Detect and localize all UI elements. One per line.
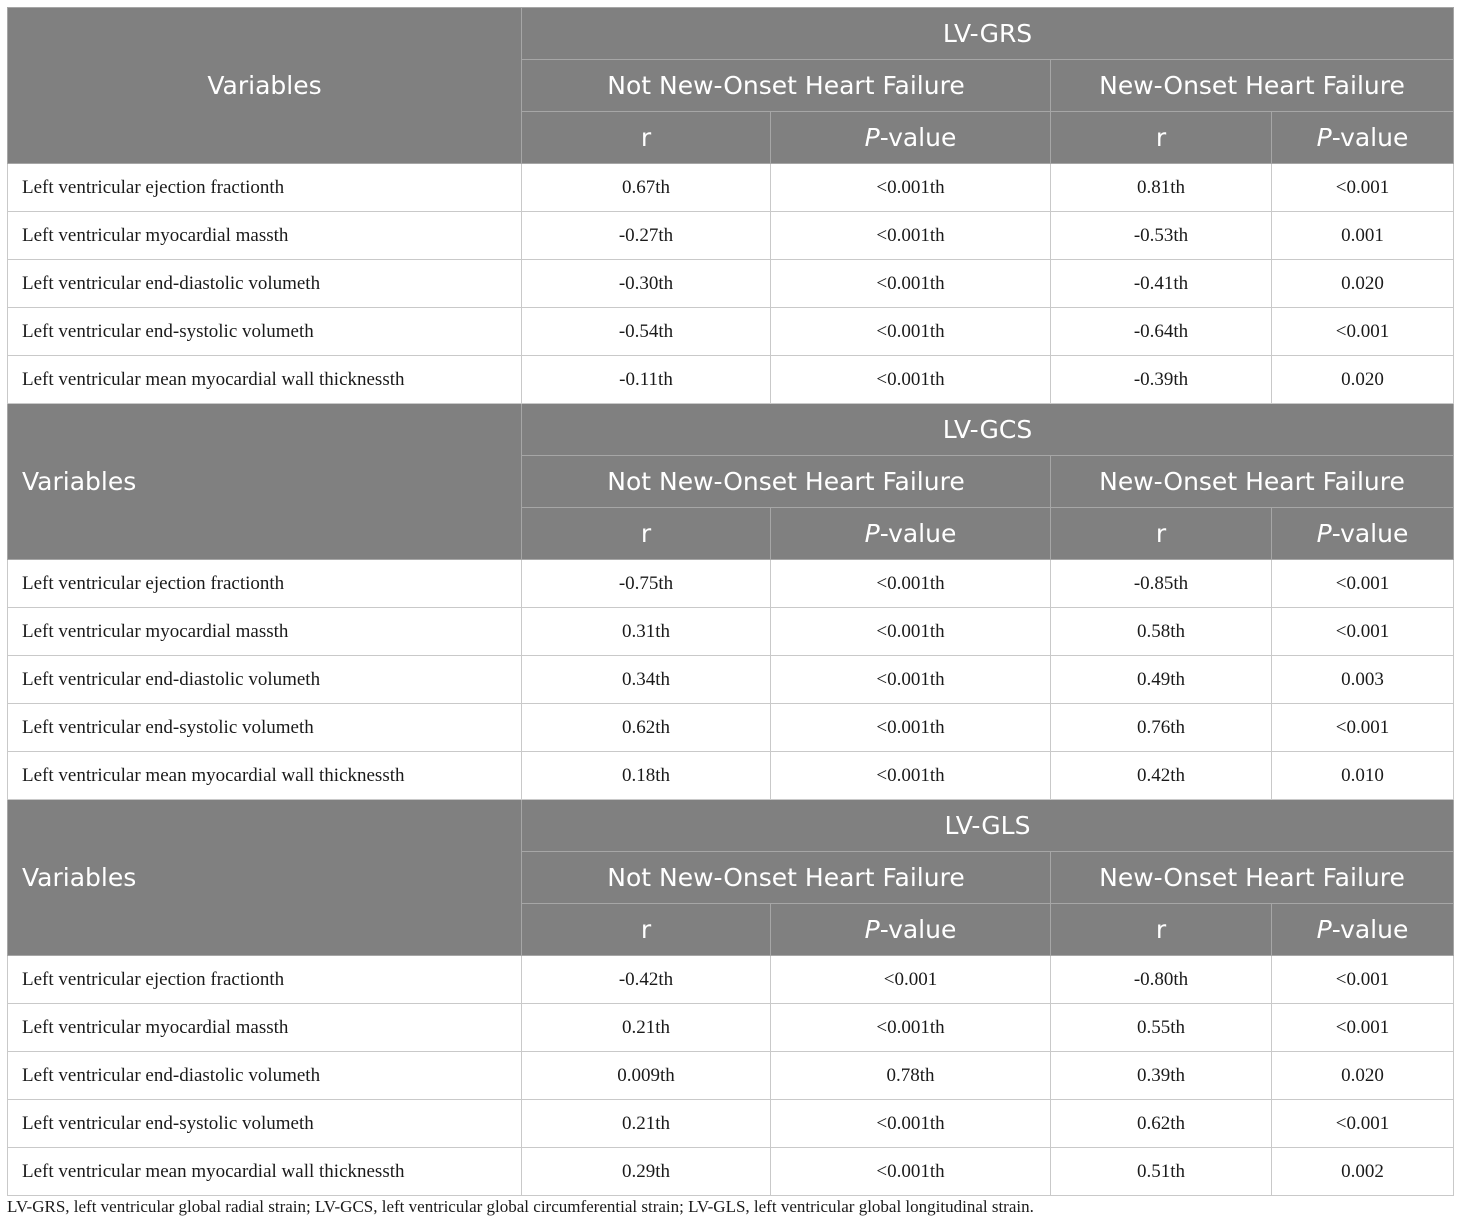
col-r: r xyxy=(522,904,771,956)
cell-r-a: -0.54th xyxy=(522,308,771,356)
variables-header: Variables xyxy=(8,800,522,956)
row-label: Left ventricular myocardial massth xyxy=(8,212,522,260)
table-row xyxy=(8,1004,1454,1052)
cell-p-b: 0.002 xyxy=(1272,1148,1454,1196)
row-label: Left ventricular end-diastolic volumeth xyxy=(8,260,522,308)
col-p-value: P-value xyxy=(1272,508,1454,560)
cell-r-a: 0.67th xyxy=(522,164,771,212)
cell-p-a: <0.001th xyxy=(771,560,1051,608)
cell-r-a: 0.31th xyxy=(522,608,771,656)
cell-r-a: 0.29th xyxy=(522,1148,771,1196)
cell-p-b: <0.001 xyxy=(1272,1004,1454,1052)
cell-p-b: <0.001 xyxy=(1272,560,1454,608)
col-r: r xyxy=(1051,112,1272,164)
section-lv-grs xyxy=(8,8,1454,404)
variables-header: Variables xyxy=(8,404,522,560)
cell-p-a: <0.001th xyxy=(771,1148,1051,1196)
col-p-value: P-value xyxy=(1272,112,1454,164)
cell-r-a: -0.75th xyxy=(522,560,771,608)
cell-r-b: 0.58th xyxy=(1051,608,1272,656)
cell-r-a: 0.34th xyxy=(522,656,771,704)
cell-r-b: 0.55th xyxy=(1051,1004,1272,1052)
cell-r-a: -0.30th xyxy=(522,260,771,308)
cell-p-a: <0.001th xyxy=(771,164,1051,212)
col-group-new-onset: New-Onset Heart Failure xyxy=(1051,60,1454,112)
cell-p-a: <0.001th xyxy=(771,656,1051,704)
cell-r-b: -0.41th xyxy=(1051,260,1272,308)
table-row xyxy=(8,752,1454,800)
cell-p-a: <0.001th xyxy=(771,212,1051,260)
col-r: r xyxy=(522,508,771,560)
section-lv-gls xyxy=(8,800,1454,1196)
row-label: Left ventricular end-diastolic volumeth xyxy=(8,656,522,704)
table-row xyxy=(8,1148,1454,1196)
cell-p-b: 0.020 xyxy=(1272,356,1454,404)
col-group-not-new-onset: Not New-Onset Heart Failure xyxy=(522,456,1051,508)
cell-p-a: <0.001th xyxy=(771,1004,1051,1052)
row-label: Left ventricular myocardial massth xyxy=(8,608,522,656)
cell-r-b: 0.76th xyxy=(1051,704,1272,752)
col-p-value: P-value xyxy=(771,508,1051,560)
table-row xyxy=(8,704,1454,752)
table-row xyxy=(8,608,1454,656)
row-label: Left ventricular ejection fractionth xyxy=(8,956,522,1004)
table-row xyxy=(8,212,1454,260)
row-label: Left ventricular mean myocardial wall thicknessth xyxy=(8,752,522,800)
cell-r-a: -0.42th xyxy=(522,956,771,1004)
table-row xyxy=(8,1100,1454,1148)
cell-p-b: <0.001 xyxy=(1272,704,1454,752)
cell-p-b: 0.020 xyxy=(1272,260,1454,308)
col-r: r xyxy=(522,112,771,164)
cell-p-b: 0.003 xyxy=(1272,656,1454,704)
col-p-value: P-value xyxy=(771,904,1051,956)
cell-r-a: 0.21th xyxy=(522,1100,771,1148)
table-row xyxy=(8,560,1454,608)
table-row xyxy=(8,1052,1454,1100)
row-label: Left ventricular mean myocardial wall thicknessth xyxy=(8,356,522,404)
col-group-new-onset: New-Onset Heart Failure xyxy=(1051,456,1454,508)
cell-r-a: -0.27th xyxy=(522,212,771,260)
cell-r-a: 0.009th xyxy=(522,1052,771,1100)
row-label: Left ventricular myocardial massth xyxy=(8,1004,522,1052)
cell-p-b: 0.010 xyxy=(1272,752,1454,800)
cell-r-b: 0.51th xyxy=(1051,1148,1272,1196)
row-label: Left ventricular ejection fractionth xyxy=(8,560,522,608)
col-p-value: P-value xyxy=(771,112,1051,164)
cell-p-a: <0.001th xyxy=(771,752,1051,800)
col-r: r xyxy=(1051,508,1272,560)
cell-p-a: 0.78th xyxy=(771,1052,1051,1100)
table-row xyxy=(8,308,1454,356)
col-group-not-new-onset: Not New-Onset Heart Failure xyxy=(522,60,1051,112)
cell-r-b: -0.53th xyxy=(1051,212,1272,260)
cell-p-a: <0.001th xyxy=(771,1100,1051,1148)
cell-p-b: <0.001 xyxy=(1272,608,1454,656)
cell-p-a: <0.001th xyxy=(771,308,1051,356)
cell-r-b: -0.80th xyxy=(1051,956,1272,1004)
cell-p-a: <0.001th xyxy=(771,260,1051,308)
row-label: Left ventricular mean myocardial wall thicknessth xyxy=(8,1148,522,1196)
correlation-table xyxy=(7,7,1454,1196)
cell-r-b: 0.42th xyxy=(1051,752,1272,800)
cell-r-b: -0.39th xyxy=(1051,356,1272,404)
cell-r-b: -0.64th xyxy=(1051,308,1272,356)
table-row xyxy=(8,164,1454,212)
table-row xyxy=(8,656,1454,704)
table-row xyxy=(8,956,1454,1004)
table-footnote: LV-GRS, left ventricular global radial strain; LV-GCS, left ventricular global circumferential strain; LV-GLS, left ventricular global longitudinal strain. xyxy=(7,1197,1034,1216)
col-p-value: P-value xyxy=(1272,904,1454,956)
col-group-new-onset: New-Onset Heart Failure xyxy=(1051,852,1454,904)
cell-p-b: <0.001 xyxy=(1272,164,1454,212)
row-label: Left ventricular end-systolic volumeth xyxy=(8,1100,522,1148)
cell-p-b: 0.020 xyxy=(1272,1052,1454,1100)
table-row xyxy=(8,356,1454,404)
cell-r-b: -0.85th xyxy=(1051,560,1272,608)
cell-p-b: 0.001 xyxy=(1272,212,1454,260)
cell-r-b: 0.39th xyxy=(1051,1052,1272,1100)
cell-r-a: 0.62th xyxy=(522,704,771,752)
cell-p-b: <0.001 xyxy=(1272,308,1454,356)
group-title: LV-GLS xyxy=(522,800,1454,852)
cell-p-b: <0.001 xyxy=(1272,956,1454,1004)
group-title: LV-GCS xyxy=(522,404,1454,456)
cell-r-b: 0.81th xyxy=(1051,164,1272,212)
group-title: LV-GRS xyxy=(522,8,1454,60)
cell-p-a: <0.001th xyxy=(771,704,1051,752)
col-r: r xyxy=(1051,904,1272,956)
cell-p-a: <0.001th xyxy=(771,356,1051,404)
row-label: Left ventricular ejection fractionth xyxy=(8,164,522,212)
cell-p-a: <0.001th xyxy=(771,608,1051,656)
cell-r-a: 0.18th xyxy=(522,752,771,800)
row-label: Left ventricular end-systolic volumeth xyxy=(8,704,522,752)
cell-r-a: 0.21th xyxy=(522,1004,771,1052)
cell-r-b: 0.62th xyxy=(1051,1100,1272,1148)
section-lv-gcs xyxy=(8,404,1454,800)
table-row xyxy=(8,260,1454,308)
cell-p-a: <0.001 xyxy=(771,956,1051,1004)
variables-header: Variables xyxy=(8,8,522,164)
row-label: Left ventricular end-systolic volumeth xyxy=(8,308,522,356)
cell-p-b: <0.001 xyxy=(1272,1100,1454,1148)
cell-r-b: 0.49th xyxy=(1051,656,1272,704)
cell-r-a: -0.11th xyxy=(522,356,771,404)
row-label: Left ventricular end-diastolic volumeth xyxy=(8,1052,522,1100)
col-group-not-new-onset: Not New-Onset Heart Failure xyxy=(522,852,1051,904)
